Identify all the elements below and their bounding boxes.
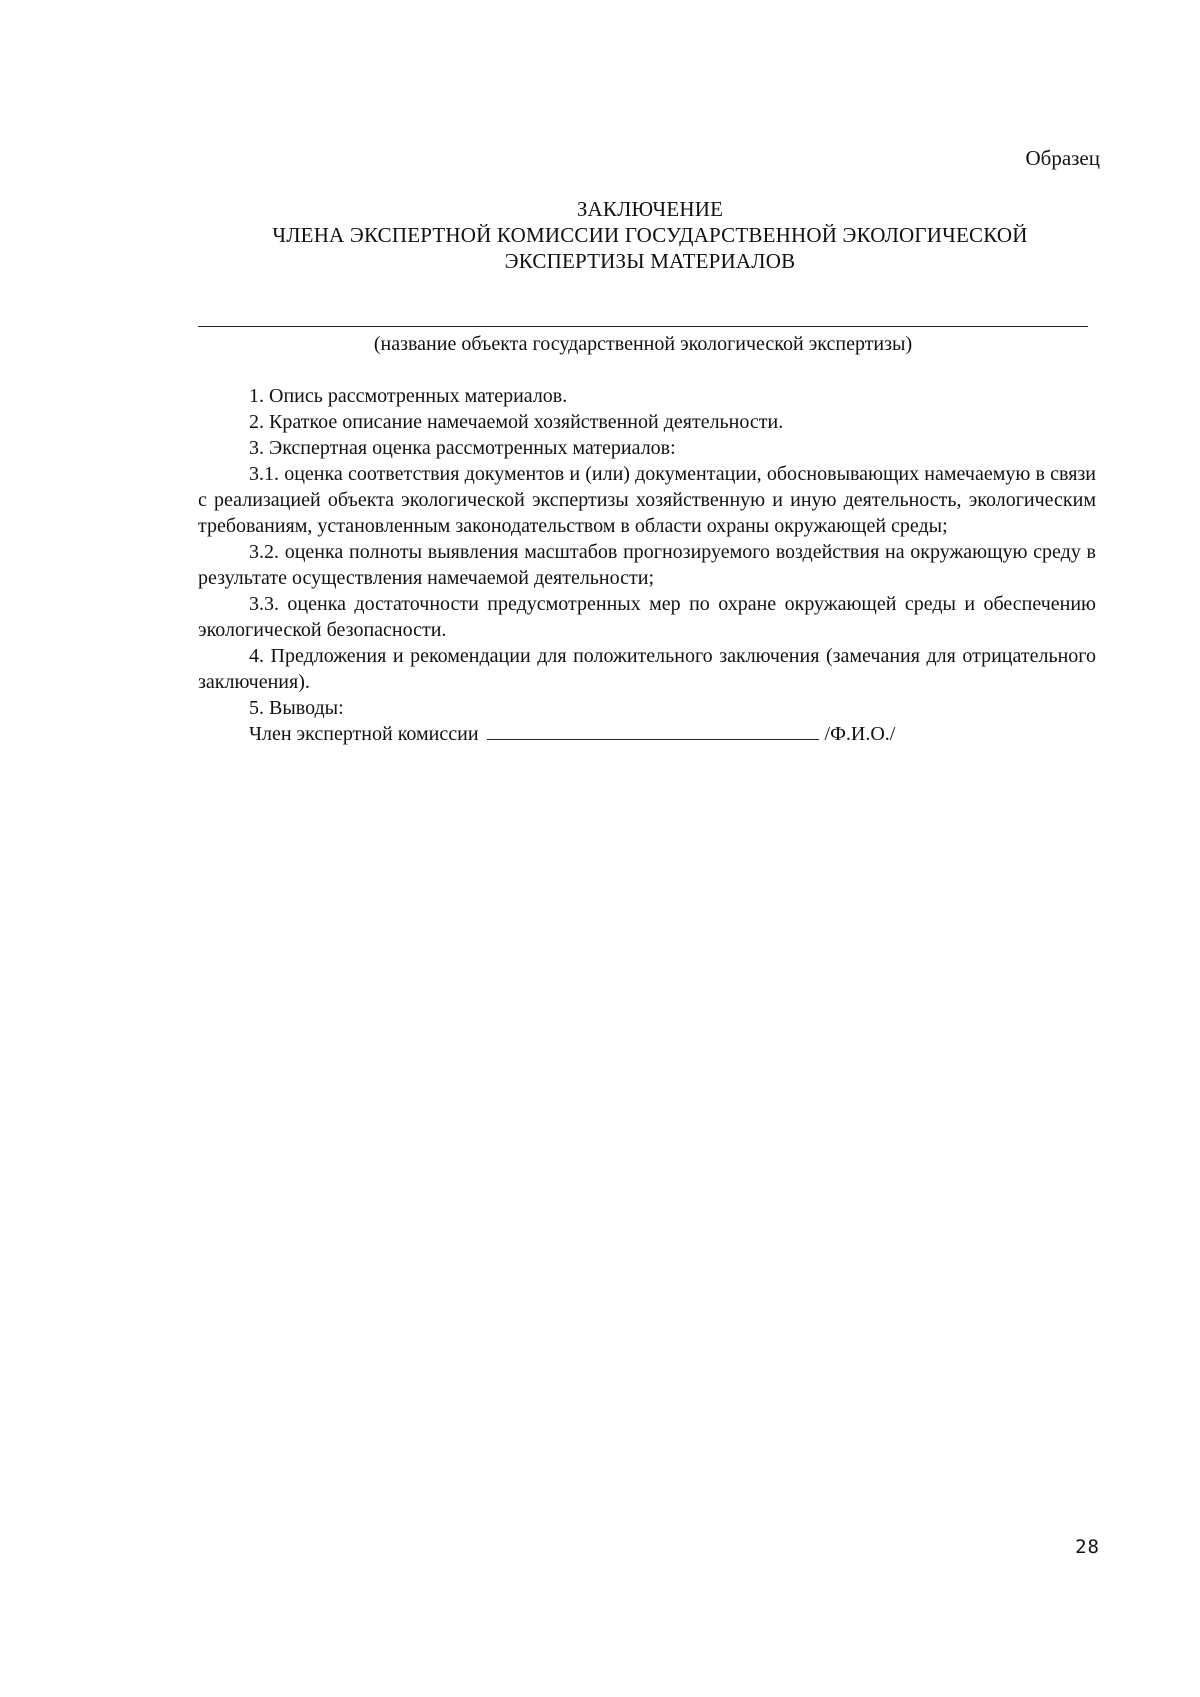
- object-name-caption: (название объекта государственной экологической экспертизы): [373, 333, 913, 355]
- document-title: [200, 196, 1100, 274]
- item-3-2: 3.2. оценка полноты выявления масштабов прогнозируемого воздействия на окружающую среду в результате осуществления намечаемой деятельности;: [198, 541, 1096, 589]
- item-2: 2. Краткое описание намечаемой хозяйственной деятельности.: [249, 411, 784, 433]
- signature-blank: [487, 721, 819, 740]
- object-name-blank-line: [198, 326, 1088, 327]
- item-5: 5. Выводы:: [249, 697, 344, 719]
- title-line-3: ЭКСПЕРТИЗЫ МАТЕРИАЛОВ: [504, 249, 796, 273]
- document-body: [198, 383, 1096, 747]
- item-3-1: 3.1. оценка соответствия документов и (или) документации, обосновывающих намечаемую в связи с реализацией объекта экологической экспертизы хозяйственную и иную деятельность, экологическим требованиям, установленным законодательством в области охраны окружающей среды;: [198, 463, 1096, 537]
- item-1: 1. Опись рассмотренных материалов.: [249, 385, 568, 407]
- title-line-2: ЧЛЕНА ЭКСПЕРТНОЙ КОМИССИИ ГОСУДАРСТВЕННОЙ ЭКОЛОГИЧЕСКОЙ: [272, 223, 1028, 247]
- item-4: 4. Предложения и рекомендации для положительного заключения (замечания для отрицательного заключения).: [198, 645, 1096, 693]
- signature-label: Член экспертной комиссии: [249, 723, 479, 745]
- signature-line: [198, 721, 1096, 747]
- page-number: 28: [1075, 1536, 1100, 1558]
- sample-label: Образец: [1025, 146, 1100, 170]
- title-line-1: ЗАКЛЮЧЕНИЕ: [576, 197, 724, 221]
- item-3-3: 3.3. оценка достаточности предусмотренных мер по охране окружающей среды и обеспечению экологической безопасности.: [198, 593, 1096, 641]
- item-3: 3. Экспертная оценка рассмотренных материалов:: [249, 437, 676, 459]
- signature-name-placeholder: /Ф.И.О./: [824, 723, 896, 745]
